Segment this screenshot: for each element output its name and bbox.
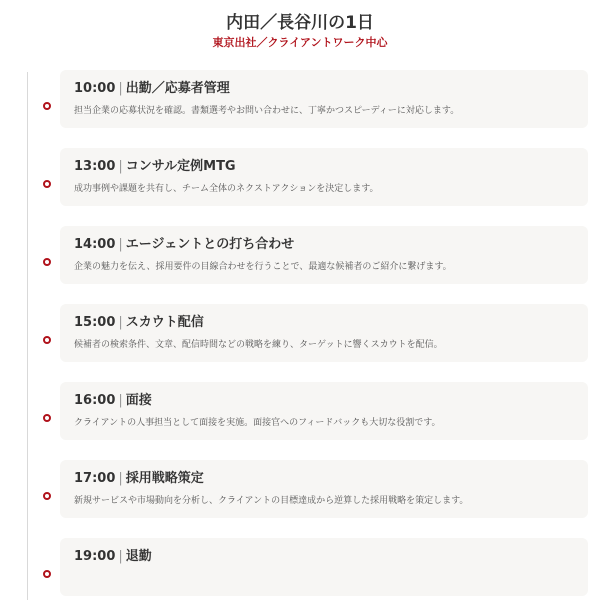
schedule-heading: [74, 470, 576, 488]
heading-separator: |: [118, 471, 123, 486]
schedule-card: [60, 226, 588, 284]
schedule-description: 成功事例や課題を共有し、チーム全体のネクストアクションを決定します。: [74, 184, 379, 194]
schedule-title: エージェントとの打ち合わせ: [125, 237, 295, 252]
schedule-description: 企業の魅力を伝え、採用要件の目線合わせを行うことで、最適な候補者のご紹介に繋げます。: [74, 262, 452, 272]
heading-separator: |: [118, 315, 123, 330]
schedule-card: [60, 70, 588, 128]
schedule-time: 17:00: [74, 471, 116, 486]
header: [0, 12, 600, 51]
schedule-description: 担当企業の応募状況を確認。書類選考やお問い合わせに、丁寧かつスピーディーに対応します。: [74, 106, 460, 116]
schedule-title: スカウト配信: [125, 315, 204, 330]
schedule-heading: [74, 392, 576, 410]
timeline-dot-icon: [43, 180, 51, 188]
schedule-entry: [0, 148, 600, 226]
schedule-time: 10:00: [74, 81, 116, 96]
heading-separator: |: [118, 549, 123, 564]
timeline-dot-icon: [43, 102, 51, 110]
schedule-time: 14:00: [74, 237, 116, 252]
schedule-entry: [0, 70, 600, 148]
schedule-card: [60, 304, 588, 362]
schedule-card: [60, 460, 588, 518]
schedule-title: 面接: [125, 393, 152, 408]
schedule-description: 新規サービスや市場動向を分析し、クライアントの目標達成から逆算した採用戦略を策定します。: [74, 496, 469, 506]
page-title: 内田／長谷川の1日: [226, 13, 374, 33]
schedule-card: [60, 538, 588, 596]
heading-separator: |: [118, 237, 123, 252]
schedule-description: クライアントの人事担当として面接を実施。面接官へのフィードバックも大切な役割です。: [74, 418, 441, 428]
schedule-list: [0, 70, 600, 600]
schedule-card: [60, 148, 588, 206]
schedule-time: 16:00: [74, 393, 116, 408]
schedule-description: 候補者の検索条件、文章、配信時間などの戦略を練り、ターゲットに響くスカウトを配信。: [74, 340, 443, 350]
heading-separator: |: [118, 393, 123, 408]
schedule-title: コンサル定例MTG: [125, 159, 236, 174]
schedule-title: 出勤／応募者管理: [125, 81, 230, 96]
schedule-entry: [0, 226, 600, 304]
schedule-entry: [0, 538, 600, 600]
schedule-heading: [74, 158, 576, 176]
timeline-dot-icon: [43, 492, 51, 500]
schedule-entry: [0, 304, 600, 382]
schedule-heading: [74, 548, 576, 566]
timeline-dot-icon: [43, 258, 51, 266]
heading-separator: |: [118, 159, 123, 174]
timeline-dot-icon: [43, 414, 51, 422]
schedule-title: 採用戦略策定: [125, 471, 204, 486]
schedule-heading: [74, 80, 576, 98]
heading-separator: |: [118, 81, 123, 96]
schedule-heading: [74, 236, 576, 254]
schedule-title: 退勤: [125, 549, 152, 564]
schedule-time: 19:00: [74, 549, 116, 564]
schedule-entry: [0, 460, 600, 538]
schedule-entry: [0, 382, 600, 460]
schedule-card: [60, 382, 588, 440]
timeline-dot-icon: [43, 336, 51, 344]
timeline-dot-icon: [43, 570, 51, 578]
schedule-time: 13:00: [74, 159, 116, 174]
schedule-time: 15:00: [74, 315, 116, 330]
schedule-heading: [74, 314, 576, 332]
page-subtitle: 東京出社／クライアントワーク中心: [212, 36, 388, 49]
